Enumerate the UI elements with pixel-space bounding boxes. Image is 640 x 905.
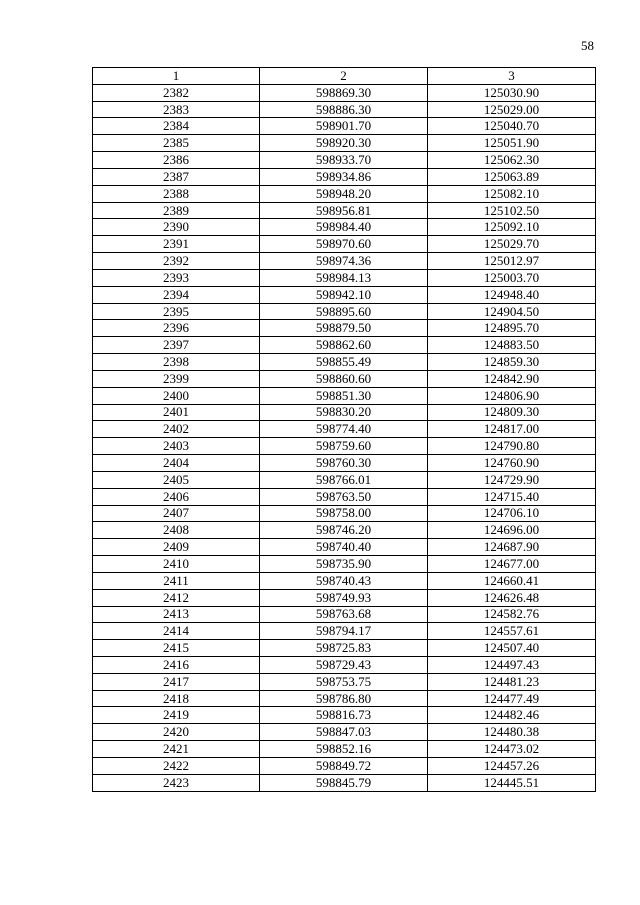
- y-coordinate-cell: 124557.61: [428, 623, 596, 640]
- point-number-cell: 2388: [93, 185, 260, 202]
- x-coordinate-cell: 598729.43: [260, 656, 428, 673]
- point-number-cell: 2385: [93, 135, 260, 152]
- x-coordinate-cell: 598758.00: [260, 505, 428, 522]
- point-number-cell: 2395: [93, 303, 260, 320]
- x-coordinate-cell: 598974.36: [260, 253, 428, 270]
- y-coordinate-cell: 125092.10: [428, 219, 596, 236]
- point-number-cell: 2417: [93, 673, 260, 690]
- coordinates-table: [92, 67, 596, 792]
- point-number-cell: 2390: [93, 219, 260, 236]
- x-coordinate-cell: 598794.17: [260, 623, 428, 640]
- point-number-cell: 2398: [93, 354, 260, 371]
- x-coordinate-cell: 598845.79: [260, 774, 428, 791]
- y-coordinate-cell: 124904.50: [428, 303, 596, 320]
- x-coordinate-cell: 598934.86: [260, 168, 428, 185]
- x-coordinate-cell: 598933.70: [260, 152, 428, 169]
- table-row: [93, 774, 596, 791]
- y-coordinate-cell: 124507.40: [428, 640, 596, 657]
- y-coordinate-cell: 125063.89: [428, 168, 596, 185]
- x-coordinate-cell: 598816.73: [260, 707, 428, 724]
- table-row: [93, 421, 596, 438]
- point-number-cell: 2410: [93, 556, 260, 573]
- x-coordinate-cell: 598849.72: [260, 757, 428, 774]
- x-coordinate-cell: 598830.20: [260, 404, 428, 421]
- y-coordinate-cell: 124883.50: [428, 337, 596, 354]
- x-coordinate-cell: 598851.30: [260, 387, 428, 404]
- x-coordinate-cell: 598984.40: [260, 219, 428, 236]
- point-number-cell: 2419: [93, 707, 260, 724]
- y-coordinate-cell: 124687.90: [428, 539, 596, 556]
- table-row: [93, 572, 596, 589]
- table-row: [93, 253, 596, 270]
- point-number-cell: 2422: [93, 757, 260, 774]
- x-coordinate-cell: 598869.30: [260, 84, 428, 101]
- y-coordinate-cell: 125003.70: [428, 269, 596, 286]
- y-coordinate-cell: 124626.48: [428, 589, 596, 606]
- point-number-cell: 2392: [93, 253, 260, 270]
- x-coordinate-cell: 598766.01: [260, 471, 428, 488]
- x-coordinate-cell: 598956.81: [260, 202, 428, 219]
- y-coordinate-cell: 125051.90: [428, 135, 596, 152]
- table-row: [93, 539, 596, 556]
- point-number-cell: 2393: [93, 269, 260, 286]
- point-number-cell: 2402: [93, 421, 260, 438]
- table-row: [93, 101, 596, 118]
- table-row: [93, 488, 596, 505]
- table-row: [93, 185, 596, 202]
- y-coordinate-cell: 124715.40: [428, 488, 596, 505]
- x-coordinate-cell: 598942.10: [260, 286, 428, 303]
- y-coordinate-cell: 124790.80: [428, 438, 596, 455]
- y-coordinate-cell: 124729.90: [428, 471, 596, 488]
- table-row: [93, 522, 596, 539]
- y-coordinate-cell: 125040.70: [428, 118, 596, 135]
- y-coordinate-cell: 124473.02: [428, 741, 596, 758]
- point-number-cell: 2418: [93, 690, 260, 707]
- x-coordinate-cell: 598746.20: [260, 522, 428, 539]
- table-row: [93, 387, 596, 404]
- table-row: [93, 219, 596, 236]
- point-number-cell: 2407: [93, 505, 260, 522]
- header-row: [93, 68, 596, 85]
- table-row: [93, 118, 596, 135]
- table-row: [93, 690, 596, 707]
- y-coordinate-cell: 124706.10: [428, 505, 596, 522]
- y-coordinate-cell: 125030.90: [428, 84, 596, 101]
- table-row: [93, 455, 596, 472]
- point-number-cell: 2406: [93, 488, 260, 505]
- y-coordinate-cell: 124660.41: [428, 572, 596, 589]
- point-number-cell: 2384: [93, 118, 260, 135]
- x-coordinate-cell: 598860.60: [260, 370, 428, 387]
- table-row: [93, 724, 596, 741]
- point-number-cell: 2386: [93, 152, 260, 169]
- x-coordinate-cell: 598735.90: [260, 556, 428, 573]
- y-coordinate-cell: 124696.00: [428, 522, 596, 539]
- y-coordinate-cell: 124497.43: [428, 656, 596, 673]
- table-row: [93, 168, 596, 185]
- x-coordinate-cell: 598847.03: [260, 724, 428, 741]
- x-coordinate-cell: 598984.13: [260, 269, 428, 286]
- y-coordinate-cell: 125082.10: [428, 185, 596, 202]
- y-coordinate-cell: 124481.23: [428, 673, 596, 690]
- x-coordinate-cell: 598895.60: [260, 303, 428, 320]
- table-row: [93, 370, 596, 387]
- column-header-2: 2: [260, 68, 428, 85]
- point-number-cell: 2399: [93, 370, 260, 387]
- point-number-cell: 2391: [93, 236, 260, 253]
- y-coordinate-cell: 124809.30: [428, 404, 596, 421]
- point-number-cell: 2382: [93, 84, 260, 101]
- point-number-cell: 2411: [93, 572, 260, 589]
- x-coordinate-cell: 598948.20: [260, 185, 428, 202]
- x-coordinate-cell: 598901.70: [260, 118, 428, 135]
- table-row: [93, 640, 596, 657]
- y-coordinate-cell: 124948.40: [428, 286, 596, 303]
- y-coordinate-cell: 124895.70: [428, 320, 596, 337]
- table-row: [93, 135, 596, 152]
- table-row: [93, 337, 596, 354]
- table-row: [93, 303, 596, 320]
- table-row: [93, 438, 596, 455]
- point-number-cell: 2414: [93, 623, 260, 640]
- x-coordinate-cell: 598740.43: [260, 572, 428, 589]
- y-coordinate-cell: 124445.51: [428, 774, 596, 791]
- point-number-cell: 2408: [93, 522, 260, 539]
- point-number-cell: 2421: [93, 741, 260, 758]
- y-coordinate-cell: 124859.30: [428, 354, 596, 371]
- table-row: [93, 741, 596, 758]
- point-number-cell: 2401: [93, 404, 260, 421]
- table-row: [93, 589, 596, 606]
- y-coordinate-cell: 124480.38: [428, 724, 596, 741]
- column-header-1: 1: [93, 68, 260, 85]
- y-coordinate-cell: 125029.00: [428, 101, 596, 118]
- x-coordinate-cell: 598879.50: [260, 320, 428, 337]
- table-row: [93, 152, 596, 169]
- table-row: [93, 84, 596, 101]
- x-coordinate-cell: 598760.30: [260, 455, 428, 472]
- table-row: [93, 757, 596, 774]
- table-row: [93, 556, 596, 573]
- y-coordinate-cell: 124457.26: [428, 757, 596, 774]
- table-row: [93, 656, 596, 673]
- x-coordinate-cell: 598753.75: [260, 673, 428, 690]
- point-number-cell: 2413: [93, 606, 260, 623]
- point-number-cell: 2387: [93, 168, 260, 185]
- x-coordinate-cell: 598786.80: [260, 690, 428, 707]
- table-row: [93, 286, 596, 303]
- y-coordinate-cell: 125012.97: [428, 253, 596, 270]
- y-coordinate-cell: 124760.90: [428, 455, 596, 472]
- point-number-cell: 2397: [93, 337, 260, 354]
- y-coordinate-cell: 124677.00: [428, 556, 596, 573]
- point-number-cell: 2416: [93, 656, 260, 673]
- table-row: [93, 404, 596, 421]
- table-row: [93, 236, 596, 253]
- y-coordinate-cell: 125102.50: [428, 202, 596, 219]
- point-number-cell: 2415: [93, 640, 260, 657]
- x-coordinate-cell: 598970.60: [260, 236, 428, 253]
- y-coordinate-cell: 124482.46: [428, 707, 596, 724]
- x-coordinate-cell: 598763.50: [260, 488, 428, 505]
- table-row: [93, 320, 596, 337]
- table-row: [93, 471, 596, 488]
- table-row: [93, 269, 596, 286]
- y-coordinate-cell: 124817.00: [428, 421, 596, 438]
- point-number-cell: 2420: [93, 724, 260, 741]
- point-number-cell: 2403: [93, 438, 260, 455]
- x-coordinate-cell: 598886.30: [260, 101, 428, 118]
- table-row: [93, 673, 596, 690]
- y-coordinate-cell: 124842.90: [428, 370, 596, 387]
- table-row: [93, 606, 596, 623]
- y-coordinate-cell: 124806.90: [428, 387, 596, 404]
- point-number-cell: 2383: [93, 101, 260, 118]
- x-coordinate-cell: 598920.30: [260, 135, 428, 152]
- x-coordinate-cell: 598759.60: [260, 438, 428, 455]
- x-coordinate-cell: 598749.93: [260, 589, 428, 606]
- y-coordinate-cell: 124477.49: [428, 690, 596, 707]
- x-coordinate-cell: 598763.68: [260, 606, 428, 623]
- table-row: [93, 354, 596, 371]
- point-number-cell: 2394: [93, 286, 260, 303]
- page-number: 58: [581, 38, 594, 53]
- point-number-cell: 2412: [93, 589, 260, 606]
- y-coordinate-cell: 125029.70: [428, 236, 596, 253]
- table-header: [93, 68, 596, 85]
- table-row: [93, 623, 596, 640]
- point-number-cell: 2423: [93, 774, 260, 791]
- table-row: [93, 505, 596, 522]
- point-number-cell: 2409: [93, 539, 260, 556]
- y-coordinate-cell: 124582.76: [428, 606, 596, 623]
- table-row: [93, 707, 596, 724]
- point-number-cell: 2396: [93, 320, 260, 337]
- x-coordinate-cell: 598862.60: [260, 337, 428, 354]
- point-number-cell: 2404: [93, 455, 260, 472]
- point-number-cell: 2400: [93, 387, 260, 404]
- table-body: [93, 84, 596, 791]
- table-row: [93, 202, 596, 219]
- x-coordinate-cell: 598774.40: [260, 421, 428, 438]
- x-coordinate-cell: 598740.40: [260, 539, 428, 556]
- point-number-cell: 2389: [93, 202, 260, 219]
- y-coordinate-cell: 125062.30: [428, 152, 596, 169]
- x-coordinate-cell: 598725.83: [260, 640, 428, 657]
- x-coordinate-cell: 598855.49: [260, 354, 428, 371]
- point-number-cell: 2405: [93, 471, 260, 488]
- x-coordinate-cell: 598852.16: [260, 741, 428, 758]
- column-header-3: 3: [428, 68, 596, 85]
